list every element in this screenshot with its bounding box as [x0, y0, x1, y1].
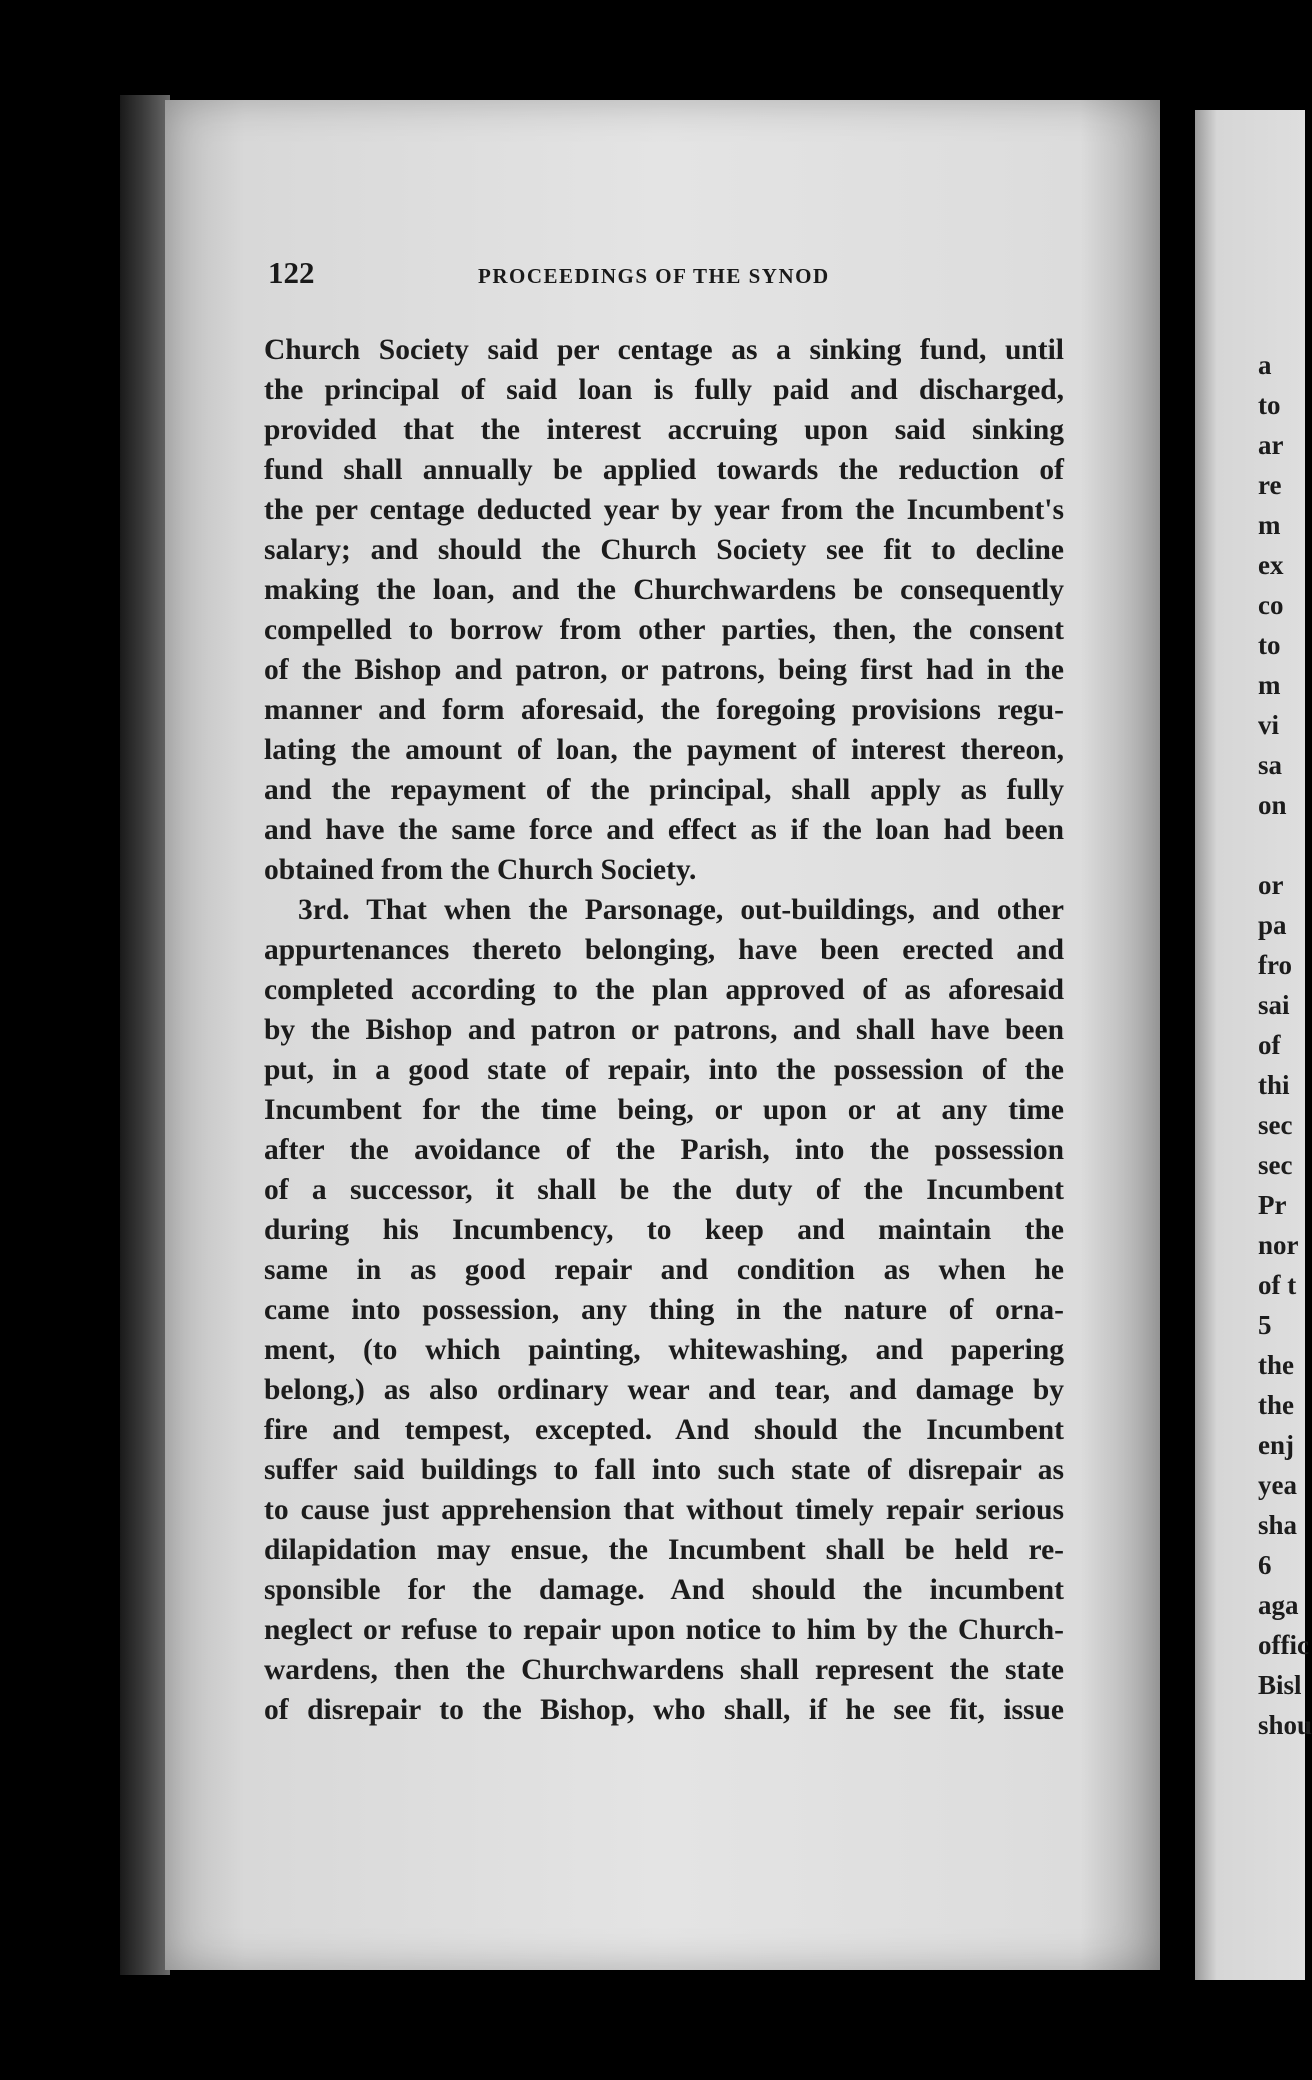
text-line: completed according to the plan approved of as aforesaid [264, 974, 1064, 1006]
text-line: during his Incumbency, to keep and maintain the [264, 1214, 1064, 1246]
text-line: the principal of said loan is fully paid and discharged, [264, 374, 1064, 406]
margin-fragment: fro [1258, 950, 1292, 980]
margin-fragment: 6 [1258, 1550, 1272, 1580]
margin-fragment: of [1258, 1030, 1281, 1060]
margin-fragment: vi [1258, 710, 1280, 740]
margin-fragment: offic [1258, 1630, 1309, 1660]
text-line: making the loan, and the Churchwardens be consequently [264, 574, 1064, 606]
margin-fragment: of t [1258, 1270, 1297, 1300]
margin-fragment: ex [1258, 550, 1284, 580]
text-line: put, in a good state of repair, into the possession of the [264, 1054, 1064, 1086]
margin-fragment: sai [1258, 990, 1290, 1020]
text-line: neglect or refuse to repair upon notice to him by the Church- [264, 1614, 1064, 1646]
text-line: fire and tempest, excepted. And should the Incumbent [264, 1414, 1064, 1446]
margin-fragment: nor [1258, 1230, 1299, 1260]
margin-fragment: m [1258, 510, 1281, 540]
margin-fragment: the [1258, 1350, 1294, 1380]
margin-fragment: sha [1258, 1510, 1298, 1540]
text-line: manner and form aforesaid, the foregoing provisions regu- [264, 694, 1064, 726]
margin-fragment: or [1258, 870, 1284, 900]
margin-fragment: ar [1258, 430, 1284, 460]
text-line: came into possession, any thing in the nature of orna- [264, 1294, 1064, 1326]
body-text [264, 330, 1064, 1730]
facing-page-text-fragments [1258, 345, 1312, 1745]
text-line: and the repayment of the principal, shall apply as fully [264, 774, 1064, 806]
text-line: of a successor, it shall be the duty of the Incumbent [264, 1174, 1064, 1206]
margin-fragment: Pr [1258, 1190, 1287, 1220]
text-line: appurtenances thereto belonging, have been erected and [264, 934, 1064, 966]
margin-fragment: re [1258, 470, 1282, 500]
text-line: suffer said buildings to fall into such state of disrepair as [264, 1454, 1064, 1486]
text-line: fund shall annually be applied towards the reduction of [264, 454, 1064, 486]
margin-fragment [1258, 825, 1288, 865]
text-line: 3rd. That when the Parsonage, out-buildings, and other [298, 894, 1064, 926]
text-line: to cause just apprehension that without timely repair serious [264, 1494, 1064, 1526]
text-line: and have the same force and effect as if the loan had been [264, 814, 1064, 846]
margin-fragment: yea [1258, 1470, 1297, 1500]
margin-fragment: co [1258, 590, 1284, 620]
margin-fragment: the [1258, 1390, 1294, 1420]
text-line: the per centage deducted year by year from the Incumbent's [264, 494, 1064, 526]
text-line: sponsible for the damage. And should the incumbent [264, 1574, 1064, 1606]
text-line: dilapidation may ensue, the Incumbent shall be held re- [264, 1534, 1064, 1566]
margin-fragment: m [1258, 670, 1281, 700]
text-line: belong,) as also ordinary wear and tear, and damage by [264, 1374, 1064, 1406]
margin-fragment: to [1258, 390, 1281, 420]
margin-fragment: sec [1258, 1150, 1293, 1180]
text-line: compelled to borrow from other parties, then, the consent [264, 614, 1064, 646]
margin-fragment: sec [1258, 1110, 1293, 1140]
text-line: Incumbent for the time being, or upon or at any time [264, 1094, 1064, 1126]
margin-fragment: on [1258, 790, 1287, 820]
text-line: Church Society said per centage as a sinking fund, until [264, 334, 1064, 366]
margin-fragment: a [1258, 350, 1272, 380]
text-line: after the avoidance of the Parish, into the possession [264, 1134, 1064, 1166]
margin-fragment: 5 [1258, 1310, 1272, 1340]
text-line: wardens, then the Churchwardens shall represent the state [264, 1654, 1064, 1686]
text-line: lating the amount of loan, the payment of interest thereon, [264, 734, 1064, 766]
margin-fragment: enj [1258, 1430, 1294, 1460]
book-binding-gutter [120, 95, 170, 1975]
text-line: of disrepair to the Bishop, who shall, if he see fit, issue [264, 1694, 1064, 1726]
page-header [268, 255, 1068, 301]
text-line: of the Bishop and patron, or patrons, being first had in the [264, 654, 1064, 686]
margin-fragment: shou [1258, 1710, 1312, 1740]
margin-fragment: pa [1258, 910, 1287, 940]
text-line: obtained from the Church Society. [264, 854, 697, 886]
margin-fragment: to [1258, 630, 1281, 660]
margin-fragment: Bisl [1258, 1670, 1302, 1700]
text-line: salary; and should the Church Society see fit to decline [264, 534, 1064, 566]
running-head: PROCEEDINGS OF THE SYNOD [478, 264, 830, 288]
margin-fragment: thi [1258, 1070, 1290, 1100]
margin-fragment: sa [1258, 750, 1283, 780]
text-line: ment, (to which painting, whitewashing, and papering [264, 1334, 1064, 1366]
text-line: by the Bishop and patron or patrons, and shall have been [264, 1014, 1064, 1046]
text-line: same in as good repair and condition as when he [264, 1254, 1064, 1286]
page-number: 122 [268, 255, 315, 290]
margin-fragment: aga [1258, 1590, 1299, 1620]
text-line: provided that the interest accruing upon said sinking [264, 414, 1064, 446]
